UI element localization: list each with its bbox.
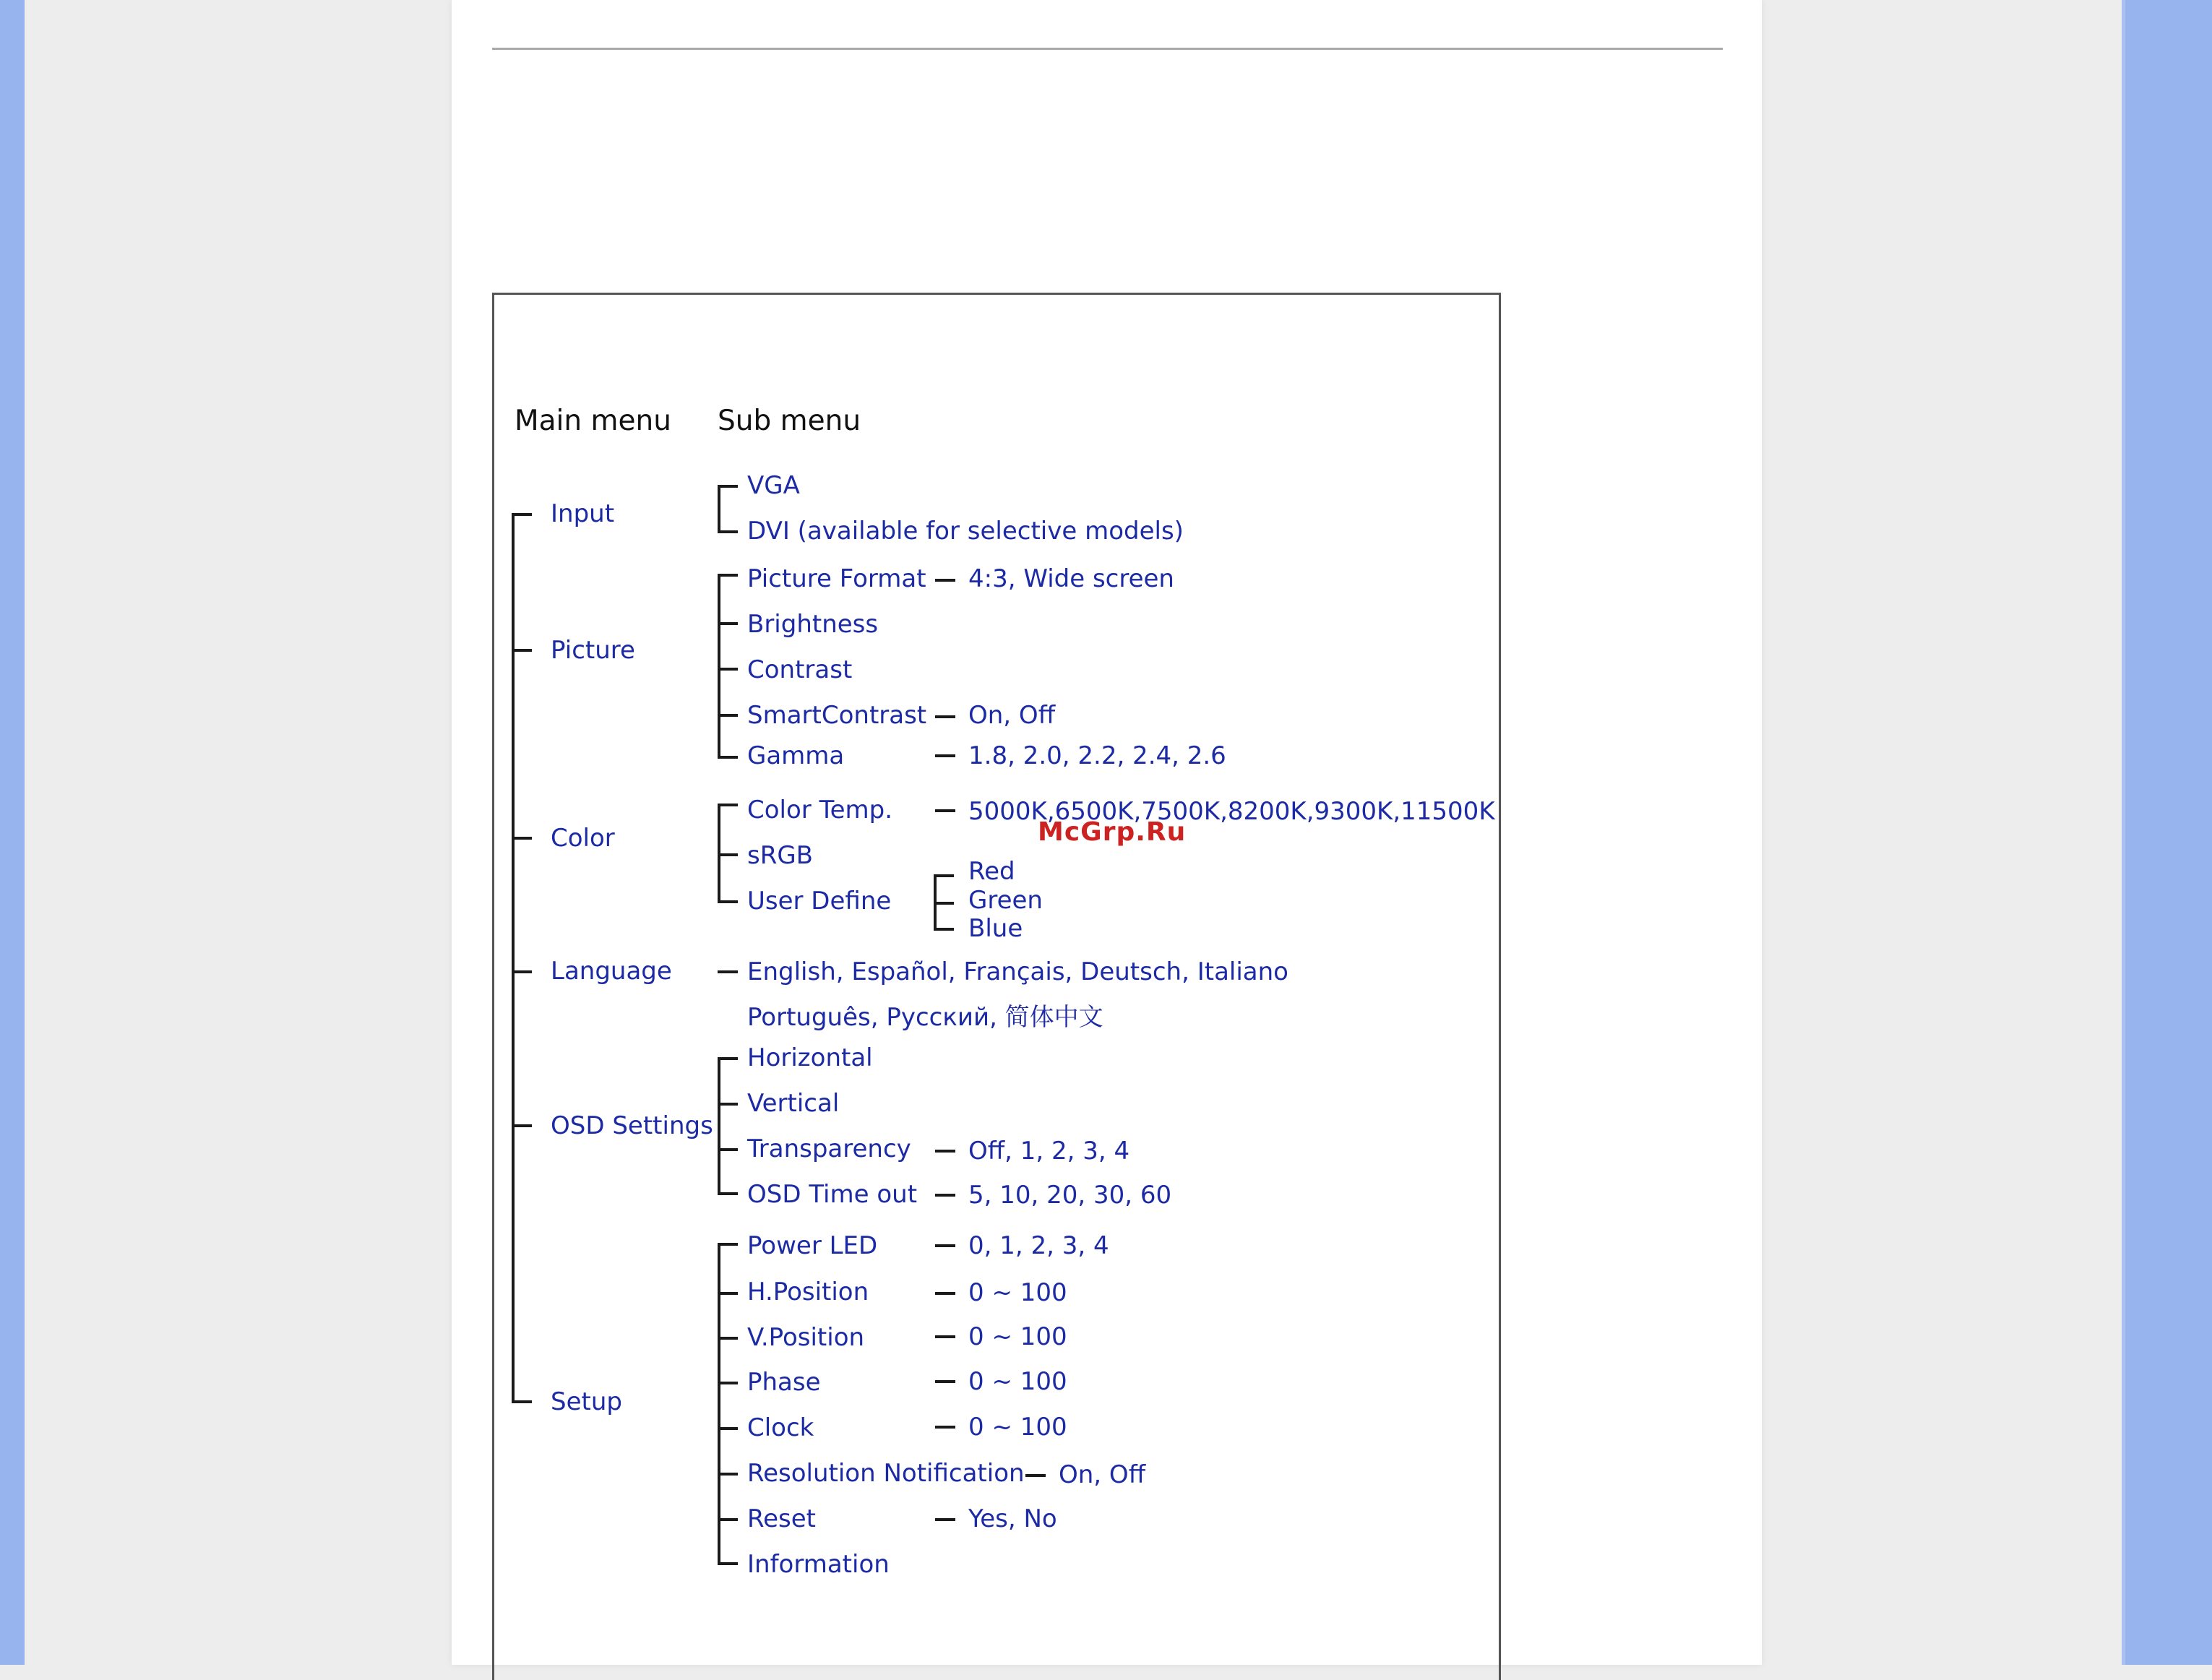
value-osd-timeout: 5, 10, 20, 30, 60 [968,1181,1172,1210]
sub-item-green: Green [968,886,1043,915]
bracket-tick [718,530,738,533]
sub-item-dvi: DVI (available for selective models) [747,517,1184,546]
value-dash [935,1426,955,1429]
sub-item-osd-timeout: OSD Time out [747,1180,918,1209]
value-smartcontrast: On, Off [968,701,1056,730]
bracket-tick [718,1382,738,1384]
value-dash [935,1244,955,1247]
bracket-tick [718,1057,738,1060]
language-list-line-1: English, Español, Français, Deutsch, Italiano [747,957,1288,986]
sub-item-srgb: sRGB [747,841,814,870]
value-resolution-notification: On, Off [1059,1460,1146,1489]
sub-item-smartcontrast: SmartContrast [747,701,927,730]
sub-item-picture-format: Picture Format [747,564,926,593]
bracket-picture [718,574,720,759]
bracket-tick [718,1148,738,1151]
bracket-tick [718,622,738,625]
bracket-input [718,485,720,533]
bracket-setup [718,1243,720,1565]
bracket-tick [718,900,738,903]
main-menu-header: Main menu [515,405,671,437]
sub-item-blue: Blue [968,914,1023,943]
value-phase: 0 ~ 100 [968,1367,1067,1396]
value-h-position: 0 ~ 100 [968,1278,1067,1307]
bracket-tick [718,485,738,488]
bracket-tick [718,1292,738,1295]
bracket-tick [718,574,738,577]
bracket-tick [718,853,738,856]
tick-setup [512,1400,532,1403]
tick-input [512,513,532,516]
sub-item-contrast: Contrast [747,655,853,684]
sub-item-information: Information [747,1550,890,1579]
value-transparency: Off, 1, 2, 3, 4 [968,1137,1130,1166]
sub-item-brightness: Brightness [747,610,879,639]
value-dash [935,1150,955,1153]
sub-item-color-temp: Color Temp. [747,796,892,824]
sub-item-gamma: Gamma [747,741,845,770]
bracket-tick [718,1518,738,1521]
value-dash [935,809,955,812]
value-dash [1025,1474,1046,1477]
bracket-tick [934,902,954,905]
sub-item-resolution-notification: Resolution Notification [747,1459,1025,1488]
value-dash [935,754,955,757]
bracket-tick [718,1473,738,1476]
sub-item-reset: Reset [747,1504,816,1533]
bracket-tick [934,874,954,877]
left-blue-margin [0,0,25,1665]
value-v-position: 0 ~ 100 [968,1322,1067,1351]
bracket-tick [718,1243,738,1246]
main-trunk-line [512,513,515,1403]
value-dash [935,579,955,582]
main-item-picture: Picture [551,636,635,665]
bracket-osd [718,1057,720,1195]
language-list-line-2: Português, Русский, 简体中文 [747,1003,1103,1032]
sub-item-user-define: User Define [747,887,892,916]
value-color-temp: 5000K,6500K,7500K,8200K,9300K,11500K [968,797,1495,826]
value-gamma: 1.8, 2.0, 2.2, 2.4, 2.6 [968,741,1226,770]
watermark: McGrp.Ru [1038,817,1187,847]
bracket-tick [718,714,738,717]
main-item-input: Input [551,499,615,528]
bracket-tick [718,1337,738,1340]
main-item-setup: Setup [551,1387,622,1416]
main-item-osd-settings: OSD Settings [551,1111,713,1140]
bracket-tick [718,756,738,759]
value-clock: 0 ~ 100 [968,1413,1067,1442]
sub-item-horizontal: Horizontal [747,1043,873,1072]
bracket-tick [718,804,738,806]
sub-item-vga: VGA [747,471,800,500]
top-divider [492,48,1723,50]
value-power-led: 0, 1, 2, 3, 4 [968,1231,1109,1260]
value-dash [718,970,738,973]
sub-item-clock: Clock [747,1413,814,1442]
sub-item-h-position: H.Position [747,1278,869,1306]
sub-item-vertical: Vertical [747,1089,840,1118]
tick-language [512,970,532,973]
sub-item-red: Red [968,857,1015,886]
sub-menu-header: Sub menu [718,405,861,437]
value-dash [935,1380,955,1383]
bracket-tick [718,1427,738,1430]
tick-color [512,837,532,840]
main-item-color: Color [551,824,615,853]
value-picture-format: 4:3, Wide screen [968,564,1174,593]
value-dash [935,1518,955,1521]
bracket-tick [718,1192,738,1195]
sub-item-phase: Phase [747,1368,821,1397]
value-dash [935,1292,955,1295]
bracket-tick [934,928,954,931]
bracket-tick [718,1103,738,1106]
bracket-tick [718,668,738,671]
right-blue-margin [2122,0,2212,1665]
tick-picture [512,649,532,652]
value-dash [935,1194,955,1197]
value-dash [935,715,955,718]
value-reset: Yes, No [968,1504,1057,1533]
main-item-language: Language [551,957,672,986]
bracket-tick [718,1562,738,1565]
sub-item-transparency: Transparency [747,1134,911,1163]
sub-item-power-led: Power LED [747,1231,878,1260]
value-dash [935,1335,955,1338]
tick-osd [512,1124,532,1127]
sub-item-v-position: V.Position [747,1323,865,1352]
